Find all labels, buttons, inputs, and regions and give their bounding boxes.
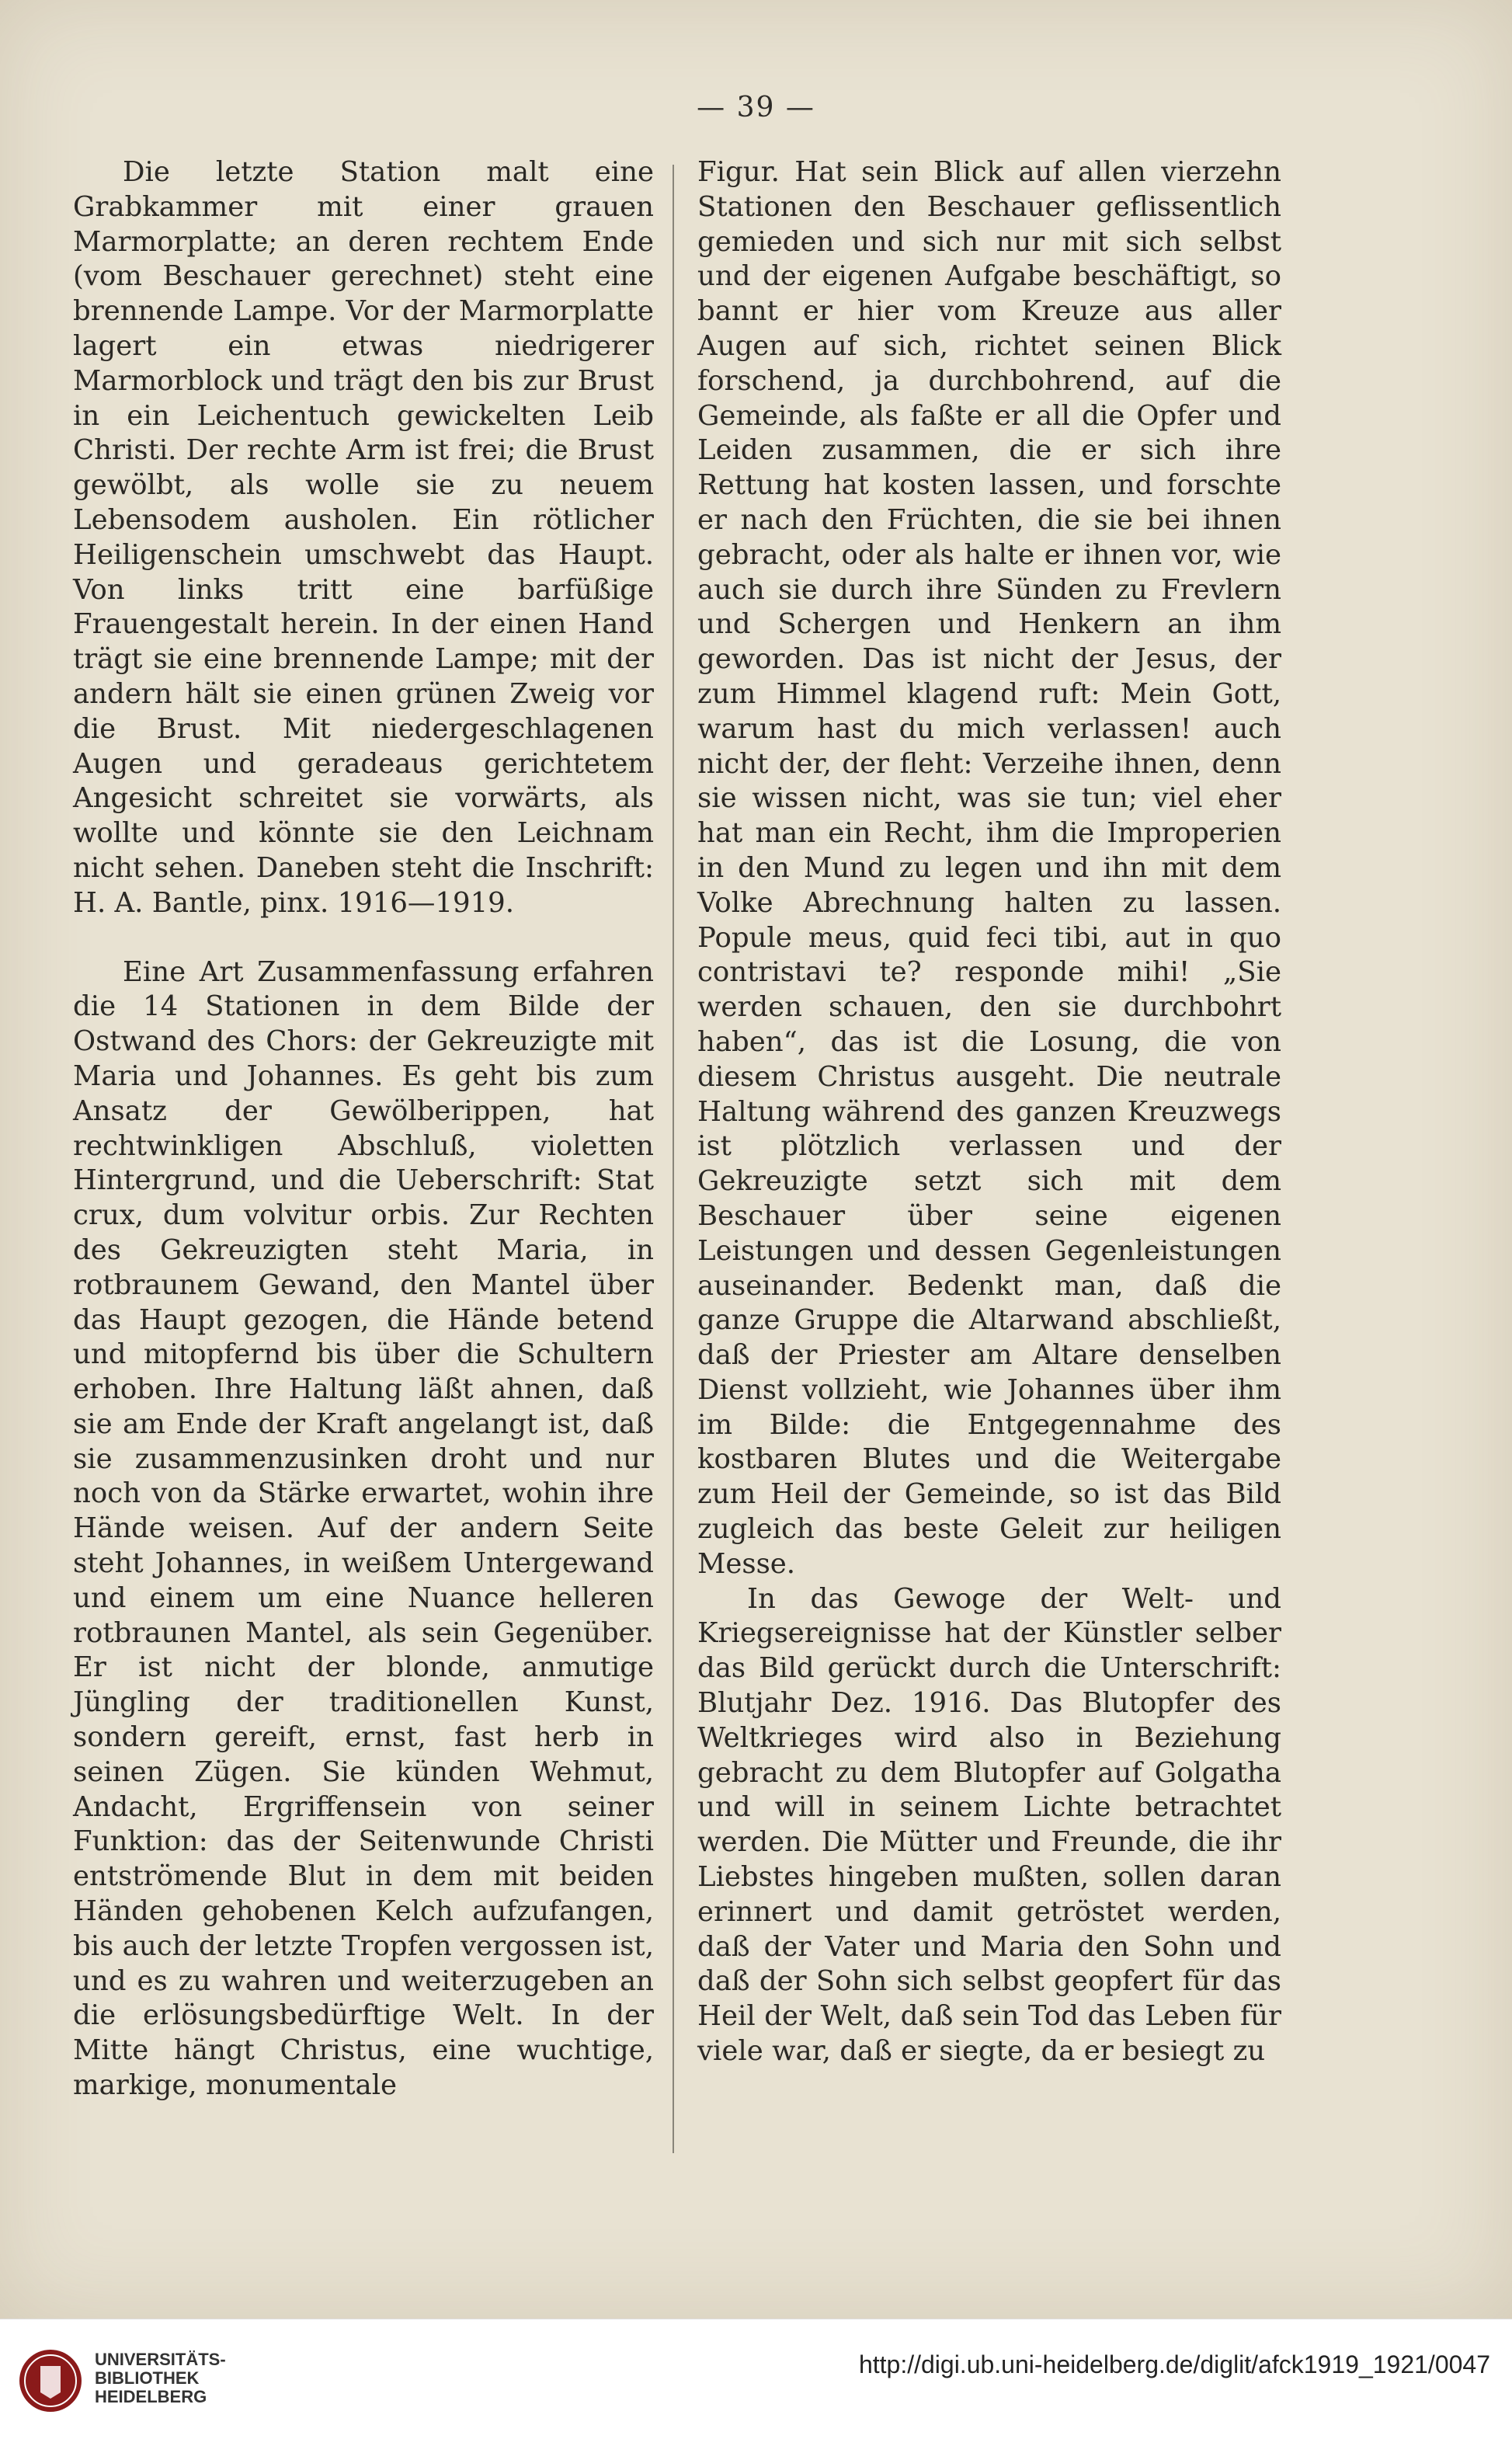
column-divider — [673, 165, 674, 2153]
university-seal-icon — [17, 2347, 84, 2414]
left-paragraph-2: Eine Art Zusammenfassung erfahren die 14 Stationen in dem Bilde der Ostwand des Chors: der Gekreuzigte mit Maria und Johannes. Es geht bis zum Ansatz der Gewölberippen, hat rechtwinkligen Abschluß, violetten Hintergrund, und die Ueberschrift: Stat crux, dum volvitur orbis. Zur Rechten des Gekreuzigten steht Maria, in rotbraunem Gewand, den Mantel über das Haupt gezogen, die Hände betend und mitopfernd bis über die Schultern erhoben. Ihre Haltung läßt ahnen, daß sie am Ende der Kraft angelangt ist, daß sie zusammenzusinken droht und nur noch von da Stärke erwartet, wohin ihre Hände weisen. Auf der andern Seite steht Johannes, in weißem Untergewand und einem um eine Nuance helleren rotbraunen Mantel, als sein Gegenüber. Er ist nicht der blonde, anmutige Jüngling der traditionellen Kunst, sondern gereift, ernst, fast herb in seinen Zügen. Sie künden Wehmut, Andacht, Ergriffensein von seiner Funktion: das der Seitenwunde Christi entströmende Blut in dem mit beiden Händen gehobenen Kelch aufzufangen, bis auch der letzte Tropfen vergossen ist, und es zu wahren und weiterzugeben an die erlösungsbedürftige Welt. In der Mitte hängt Christus, eine wuchtige, markige, monumentale — [73, 955, 654, 2102]
library-name — [95, 2350, 226, 2406]
left-paragraph-1: Die letzte Station malt eine Grabkammer mit einer grauen Marmorplatte; an deren rechtem Ende (vom Beschauer gerechnet) steht eine brennende Lampe. Vor der Marmorplatte lagert ein etwas niedrigerer Marmorblock und trägt den bis zur Brust in ein Leichentuch gewickelten Leib Christi. Der rechte Arm ist frei; die Brust gewölbt, als wolle sie zu neuem Lebensodem ausholen. Ein rötlicher Heiligenschein umschwebt das Haupt. Von links tritt eine barfüßige Frauengestalt herein. In der einen Hand trägt sie eine brennende Lampe; mit der andern hält sie einen grünen Zweig vor die Brust. Mit niedergeschlagenen Augen und geradeaus gerichtetem Angesicht schreitet sie vorwärts, als wollte und könnte sie den Leichnam nicht sehen. Daneben steht die Inschrift: H. A. Bantle, pinx. 1916—1919. — [73, 156, 654, 919]
library-name-line3: HEIDELBERG — [95, 2387, 207, 2406]
library-name-line1: UNIVERSITÄTS- — [95, 2350, 226, 2369]
right-paragraph-1: Figur. Hat sein Blick auf allen vierzehn Stationen den Beschauer geflissentlich gemieden und sich nur mit sich selbst und der eigenen Aufgabe beschäftigt, so bannt er hier vom Kreuze aus aller Augen auf sich, richtet seinen Blick forschend, ja durchbohrend, auf die Gemeinde, als faßte er all die Opfer und Leiden zusammen, die er sich ihre Rettung hat kosten lassen, und forschte er nach den Früchten, die sie bei ihnen gebracht, oder als halte er ihnen vor, wie auch sie durch ihre Sünden zu Frevlern und Schergen und Henkern an ihm geworden. Das ist nicht der Jesus, der zum Himmel klagend ruft: Mein Gott, warum hast du mich verlassen! auch nicht der, der fleht: Verzeihe ihnen, denn sie wissen nicht, was sie tun; viel eher hat man ein Recht, ihm die Improperien in den Mund zu legen und ihn mit dem Volke Abrechnung halten zu lassen. Popule meus, quid feci tibi, aut in quo contristavi te? responde mihi! „Sie werden schauen, den sie durchbohrt haben“, das ist die Losung, die von diesem Christus ausgeht. Die neutrale Haltung während des ganzen Kreuzwegs ist plötzlich verlassen und der Gekreuzigte setzt sich mit dem Beschauer über seine eigenen Leistungen und dessen Gegenleistungen auseinander. Bedenkt man, daß die ganze Gruppe die Altarwand abschließt, daß der Priester am Altare denselben Dienst vollzieht, wie Johannes über ihm im Bilde: die Entgegennahme des kostbaren Blutes und die Weitergabe zum Heil der Gemeinde, so ist das Bild zugleich das beste Geleit zur heiligen Messe. — [697, 156, 1281, 1580]
right-paragraph-2: In das Gewoge der Welt- und Kriegsereignisse hat der Künstler selber das Bild gerückt durch die Unterschrift: Blutjahr Dez. 1916. Das Blutopfer des Weltkrieges wird also in Beziehung gebracht zu dem Blutopfer auf Golgatha und will in seinem Lichte betrachtet werden. Die Mütter und Freunde, die ihr Liebstes hingeben mußten, sollen daran erinnert und damit getröstet werden, daß der Vater und Maria den Sohn und daß der Sohn sich selbst geopfert für das Heil der Welt, daß sein Tod das Leben für viele war, daß er siegte, da er besiegt zu — [697, 1582, 1281, 2068]
page-number: — 39 — — [697, 92, 815, 124]
permalink-url[interactable]: http://digi.ub.uni-heidelberg.de/diglit/afck1919_1921/0047 — [858, 2350, 1490, 2378]
viewer-footer — [0, 2319, 1512, 2439]
left-column — [73, 155, 654, 2103]
right-column — [697, 155, 1281, 2069]
library-name-line2: BIBLIOTHEK — [95, 2368, 200, 2388]
